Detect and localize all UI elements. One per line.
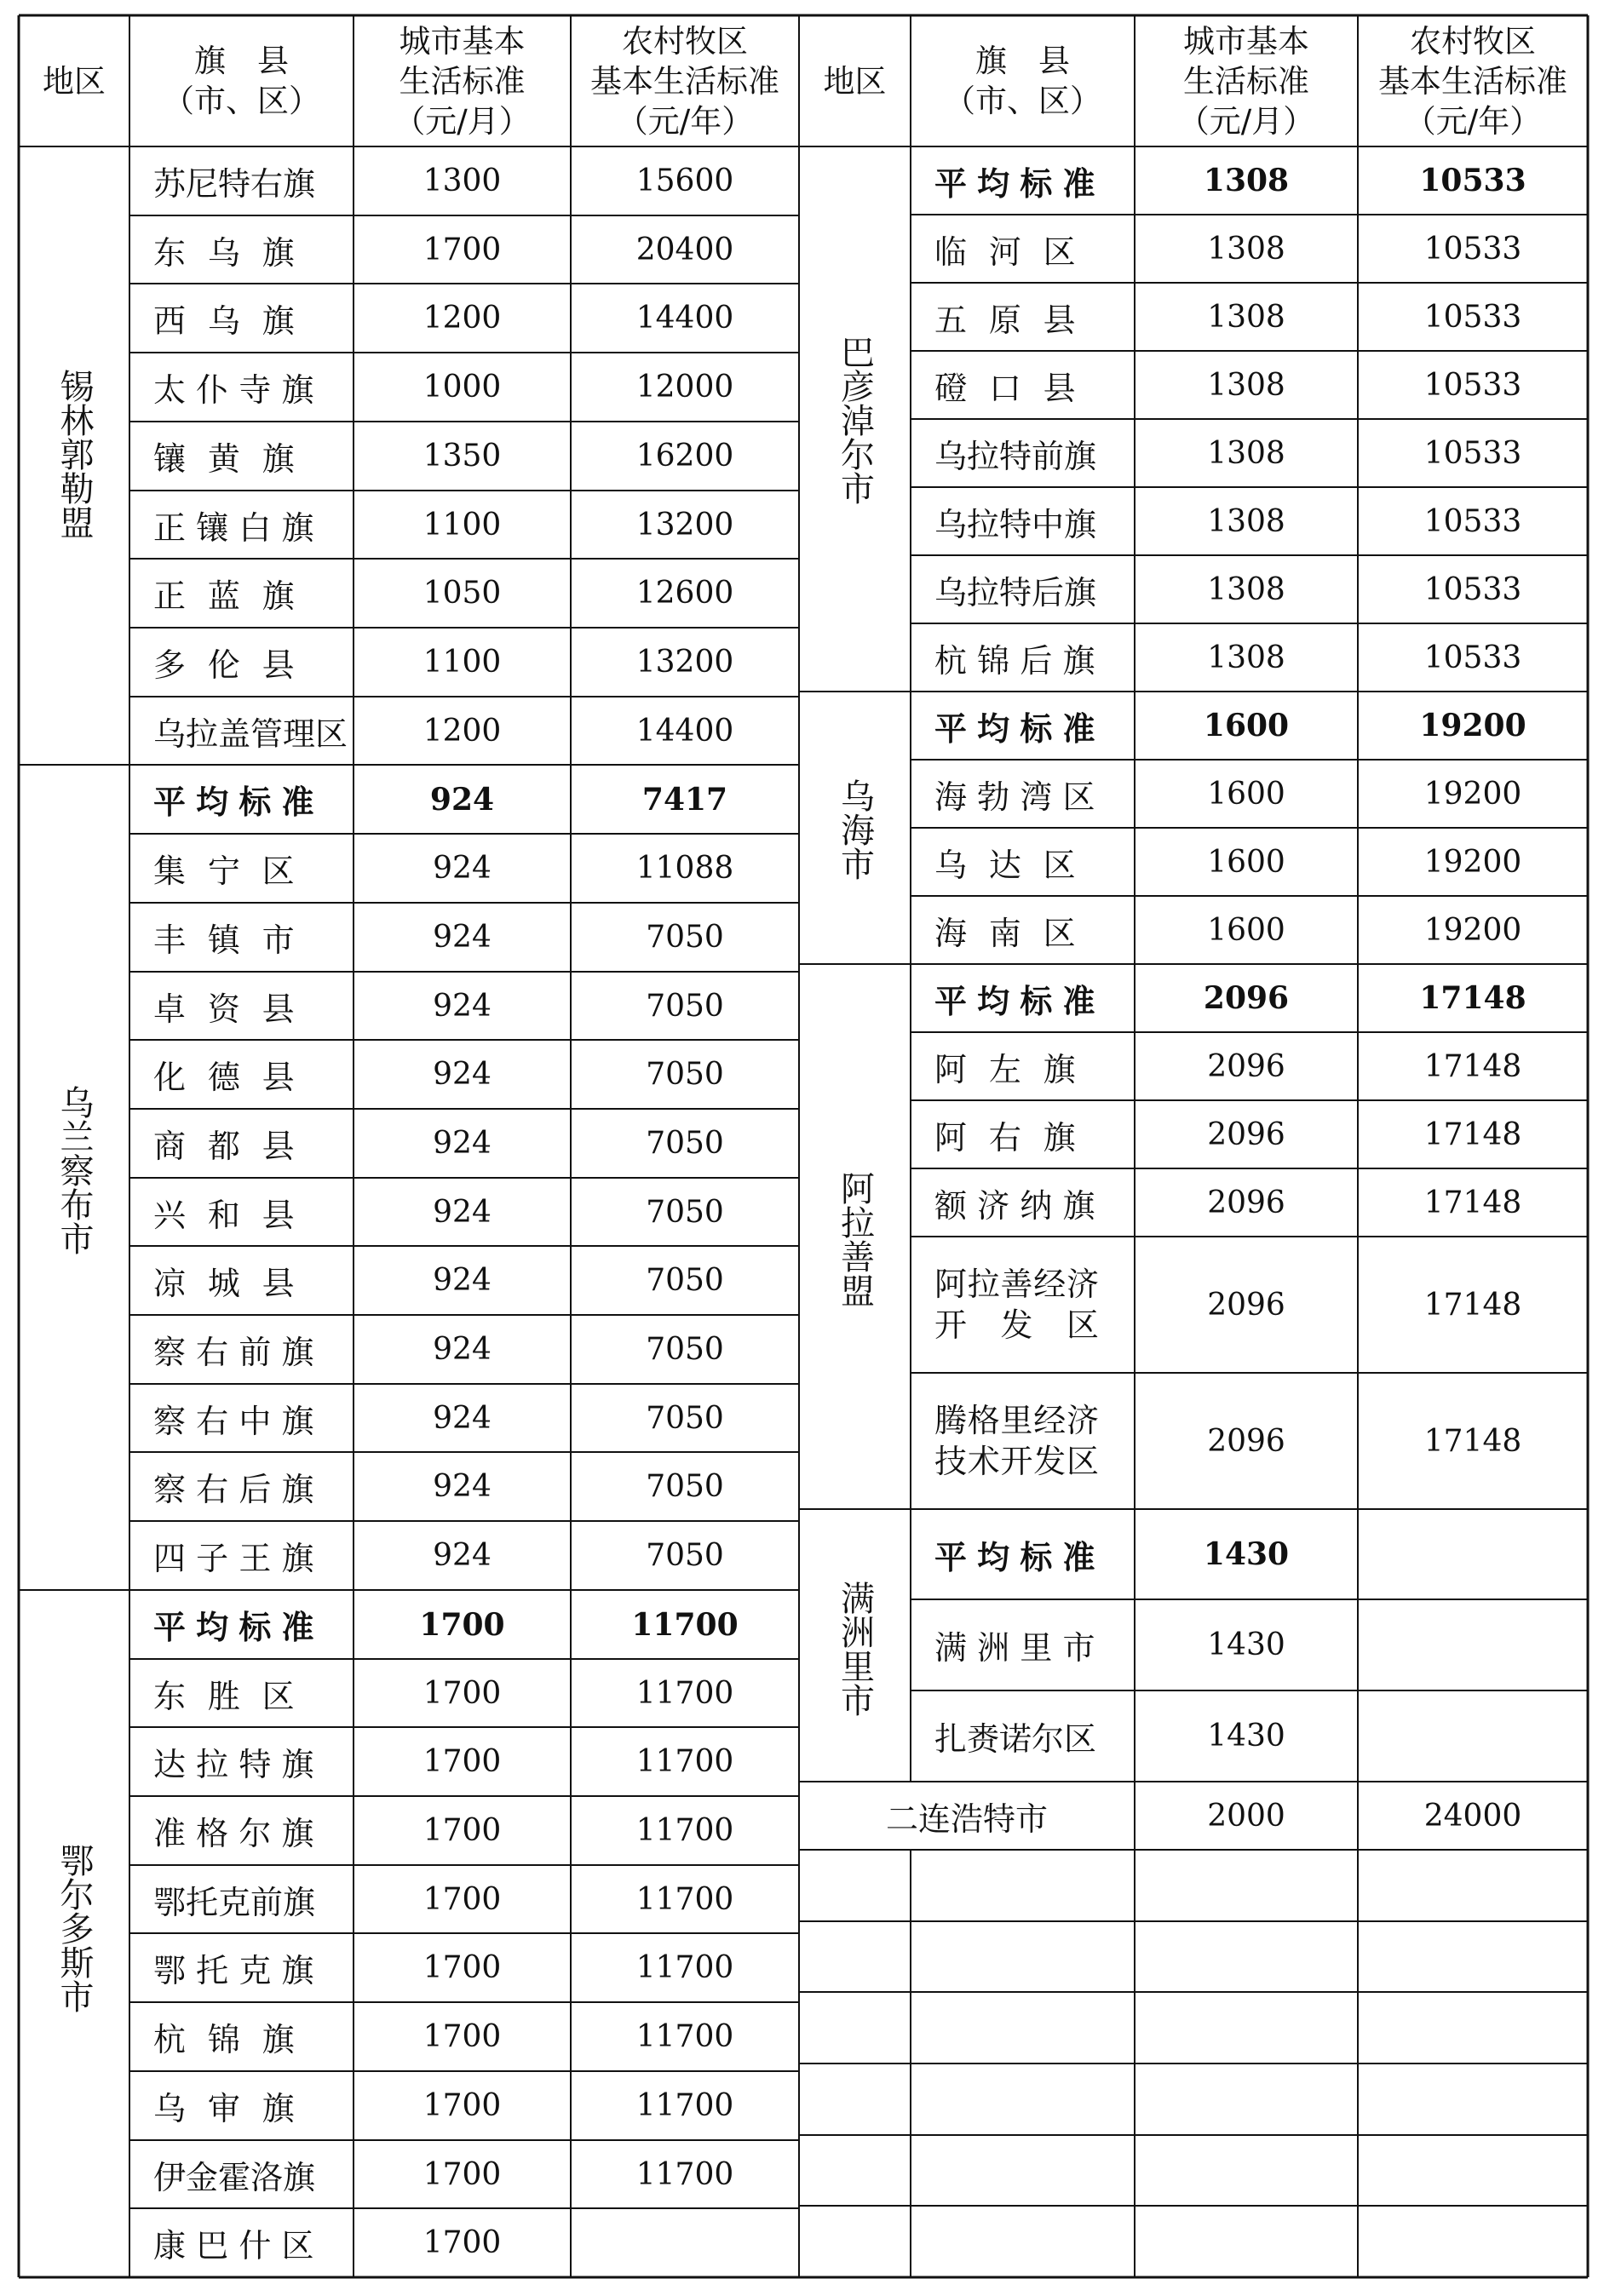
- county-name-cell: 乌拉盖管理区: [153, 715, 348, 753]
- urban-standard-cell: 2096: [1207, 1287, 1285, 1323]
- urban-standard-cell: 1700: [423, 2019, 502, 2054]
- rural-standard-cell: 10533: [1423, 571, 1522, 607]
- header-region-left: 地区: [43, 62, 106, 100]
- county-name-cell: 镶黄旗: [153, 440, 317, 478]
- rural-standard-cell: 7050: [646, 1263, 724, 1298]
- county-name-cell: 平均标准: [153, 784, 325, 821]
- urban-standard-cell: 1200: [423, 301, 502, 336]
- county-name-cell: 卓资县: [153, 990, 317, 1028]
- urban-standard-cell: 1700: [423, 1675, 502, 1711]
- county-name-cell: 磴口县: [934, 369, 1098, 407]
- county-name-cell: 平均标准: [934, 1538, 1106, 1576]
- rural-standard-cell: 13200: [635, 645, 734, 680]
- urban-standard-cell: 2096: [1207, 1423, 1285, 1459]
- urban-standard-cell: 1700: [423, 232, 502, 267]
- county-name-cell: 乌达区: [934, 846, 1098, 884]
- county-name-cell: 阿右旗: [934, 1118, 1098, 1157]
- rural-standard-cell: 7050: [646, 920, 724, 955]
- county-name-cell: 五原县: [934, 301, 1098, 339]
- county-name-cell: 康巴什区: [153, 2227, 325, 2264]
- rural-standard-cell: 7050: [646, 1332, 724, 1367]
- urban-standard-cell: 924: [433, 1538, 492, 1573]
- county-name-cell: 察右前旗: [153, 1334, 325, 1371]
- county-name-cell: 平均标准: [934, 164, 1106, 203]
- rural-standard-cell: 7417: [641, 781, 728, 818]
- rural-standard-cell: 7050: [646, 1194, 724, 1230]
- urban-standard-cell: 2096: [1207, 1185, 1285, 1220]
- county-name-cell: 乌拉特中旗: [934, 505, 1097, 543]
- region-label-ordos: 鄂尔多斯市: [55, 1843, 94, 2013]
- county-name-cell: 东胜区: [153, 1677, 317, 1715]
- urban-standard-cell: 1100: [423, 507, 502, 542]
- header-urban-left: 城市基本 生活标准 （元/月）: [394, 22, 531, 140]
- county-name-cell: 平均标准: [934, 709, 1106, 748]
- rural-standard-cell: 17148: [1423, 1185, 1522, 1220]
- rural-standard-cell: 13200: [635, 507, 734, 542]
- urban-standard-cell: 924: [433, 851, 492, 886]
- urban-standard-cell: 1430: [1207, 1719, 1285, 1754]
- region-label-xilingol: 锡林郭勒盟: [55, 369, 94, 539]
- urban-standard-cell: 924: [433, 1263, 492, 1298]
- urban-standard-cell: 924: [433, 1057, 492, 1092]
- county-name-cell: 察右后旗: [153, 1471, 325, 1508]
- rural-standard-cell: [1358, 1509, 1588, 1599]
- rural-standard-cell: 16200: [635, 439, 734, 474]
- rural-standard-cell: 11700: [635, 1675, 734, 1711]
- rural-standard-cell: 17148: [1419, 980, 1526, 1016]
- rural-standard-cell: 11700: [635, 1881, 734, 1917]
- rural-standard-cell: 7050: [646, 1538, 724, 1573]
- urban-standard-cell: 1308: [1203, 163, 1290, 198]
- rural-standard-cell: 17148: [1423, 1287, 1522, 1323]
- rural-standard-cell: 11700: [635, 1950, 734, 1985]
- region-label-manzhouli: 满洲里市: [835, 1581, 875, 1717]
- county-name-cell: 杭锦后旗: [934, 641, 1106, 680]
- rural-standard-cell: 10533: [1423, 640, 1522, 675]
- rural-standard-cell: 12000: [635, 370, 734, 405]
- rural-standard-cell: 10533: [1423, 503, 1522, 539]
- urban-standard-cell: 1308: [1207, 299, 1285, 335]
- rural-standard-cell: 11700: [631, 1606, 739, 1643]
- county-name-cell: 集宁区: [153, 852, 317, 890]
- urban-standard-cell: 1308: [1207, 231, 1285, 267]
- header-region-right: 地区: [823, 62, 887, 100]
- rural-standard-cell: 7050: [646, 1469, 724, 1504]
- urban-standard-cell: 1308: [1207, 571, 1285, 607]
- rural-standard-cell: 7050: [646, 988, 724, 1024]
- urban-standard-cell: 1430: [1207, 1627, 1285, 1662]
- rural-standard-cell: 17148: [1423, 1423, 1522, 1459]
- rural-standard-cell: 10533: [1423, 367, 1522, 403]
- rural-standard-cell: 10533: [1423, 299, 1522, 335]
- county-name-cell: 准格尔旗: [153, 1815, 325, 1852]
- urban-standard-cell: 1700: [423, 2225, 502, 2260]
- rural-standard-cell: 19200: [1423, 844, 1522, 880]
- county-name-cell: 海勃湾区: [934, 778, 1106, 816]
- urban-standard-cell: 1700: [423, 2156, 502, 2192]
- county-name-cell: 兴和县: [153, 1196, 317, 1234]
- region-label-ulanqab: 乌兰察布市: [55, 1085, 94, 1255]
- county-name-cell: 苏尼特右旗: [153, 165, 316, 203]
- rural-standard-cell: 20400: [635, 232, 734, 267]
- urban-standard-cell: 2000: [1207, 1798, 1285, 1834]
- header-rural-left: 农村牧区 基本生活标准 （元/年）: [590, 22, 779, 140]
- urban-standard-cell: 1100: [423, 645, 502, 680]
- urban-standard-cell: 924: [433, 1332, 492, 1367]
- rural-standard-cell: 11700: [635, 2019, 734, 2054]
- county-name-cell: 东乌旗: [153, 233, 317, 272]
- county-name-cell: 平均标准: [934, 982, 1106, 1020]
- county-name-cell: 临河区: [934, 232, 1098, 271]
- urban-standard-cell: 1600: [1207, 912, 1285, 948]
- rural-standard-cell: 17148: [1423, 1116, 1522, 1152]
- urban-standard-cell: 1300: [423, 164, 502, 198]
- header-county-right: 旗 县 （市、区）: [944, 43, 1101, 119]
- region-label-wuhai: 乌海市: [835, 778, 875, 881]
- county-name-cell: 平均标准: [153, 1609, 325, 1646]
- urban-standard-cell: 924: [433, 920, 492, 955]
- rural-standard-cell: 11700: [635, 1813, 734, 1848]
- county-name-cell: 四子王旗: [153, 1540, 325, 1577]
- urban-standard-cell: 1308: [1207, 435, 1285, 471]
- rural-standard-cell: 11700: [635, 1744, 734, 1779]
- county-name-cell: 凉城县: [153, 1265, 317, 1302]
- urban-standard-cell: 1050: [423, 576, 502, 611]
- county-name-cell: 乌拉特后旗: [934, 573, 1097, 611]
- county-name-cell: 西乌旗: [153, 302, 317, 340]
- urban-standard-cell: 1308: [1207, 367, 1285, 403]
- rural-standard-cell: 24000: [1423, 1798, 1522, 1834]
- urban-standard-cell: 1000: [423, 370, 502, 405]
- merged-city-name-cell: 二连浩特市: [885, 1799, 1048, 1838]
- county-name-cell: 正镶白旗: [153, 508, 325, 547]
- rural-standard-cell: 12600: [635, 576, 734, 611]
- urban-standard-cell: 1600: [1207, 776, 1285, 812]
- urban-standard-cell: 1700: [423, 1813, 502, 1848]
- rural-standard-cell: 11700: [635, 2088, 734, 2123]
- rural-standard-cell: 19200: [1423, 912, 1522, 948]
- county-name-cell: 额济纳旗: [934, 1186, 1106, 1225]
- rural-standard-cell: 19200: [1419, 708, 1526, 743]
- urban-standard-cell: 1600: [1207, 844, 1285, 880]
- rural-standard-cell: 7050: [646, 1126, 724, 1161]
- rural-standard-cell: [1358, 1599, 1588, 1690]
- rural-standard-cell: 10533: [1423, 231, 1522, 267]
- county-name-cell: 化德县: [153, 1059, 317, 1096]
- county-name-cell: 伊金霍洛旗: [153, 2158, 316, 2196]
- county-name-cell: 阿拉善经济 开 发 区: [934, 1266, 1100, 1344]
- county-name-cell: 阿左旗: [934, 1050, 1098, 1088]
- urban-standard-cell: 924: [433, 1469, 492, 1504]
- county-name-cell: 扎赉诺尔区: [934, 1720, 1097, 1758]
- urban-standard-cell: 1700: [419, 1606, 505, 1643]
- county-name-cell: 鄂托克旗: [153, 1952, 325, 1989]
- rural-standard-cell: 7050: [646, 1400, 724, 1436]
- urban-standard-cell: 1200: [423, 713, 502, 749]
- urban-standard-cell: 1600: [1203, 708, 1290, 743]
- county-name-cell: 海南区: [934, 914, 1098, 952]
- county-name-cell: 达拉特旗: [153, 1746, 325, 1783]
- urban-standard-cell: 2096: [1207, 1116, 1285, 1152]
- county-name-cell: 满洲里市: [934, 1629, 1106, 1667]
- rural-standard-cell: 11088: [635, 851, 734, 886]
- urban-standard-cell: 2096: [1203, 980, 1290, 1016]
- header-county-left: 旗 县 （市、区）: [163, 43, 320, 119]
- county-name-cell: 正蓝旗: [153, 577, 317, 615]
- rural-standard-cell: 17148: [1423, 1048, 1522, 1084]
- region-label-bayannur: 巴彦淖尔市: [835, 335, 875, 505]
- rural-standard-cell: 10533: [1423, 435, 1522, 471]
- county-name-cell: 多伦县: [153, 646, 317, 684]
- county-name-cell: 腾格里经济 技术开发区: [934, 1402, 1100, 1480]
- county-name-cell: 太仆寺旗: [153, 371, 325, 409]
- urban-standard-cell: 1700: [423, 2088, 502, 2123]
- urban-standard-cell: 1430: [1203, 1536, 1290, 1572]
- county-name-cell: 商都县: [153, 1128, 317, 1165]
- county-name-cell: 丰镇市: [153, 921, 317, 959]
- rural-standard-cell: 19200: [1423, 776, 1522, 812]
- county-name-cell: 乌审旗: [153, 2090, 317, 2127]
- rural-standard-cell: 7050: [646, 1057, 724, 1092]
- urban-standard-cell: 924: [433, 1400, 492, 1436]
- urban-standard-cell: 2096: [1207, 1048, 1285, 1084]
- rural-standard-cell: [571, 2208, 799, 2277]
- county-name-cell: 察右中旗: [153, 1402, 325, 1440]
- county-name-cell: 鄂托克前旗: [153, 1883, 316, 1921]
- county-name-cell: 乌拉特前旗: [934, 437, 1097, 475]
- rural-standard-cell: 10533: [1419, 163, 1526, 198]
- rural-standard-cell: 11700: [635, 2156, 734, 2192]
- rural-standard-cell: 14400: [635, 301, 734, 336]
- urban-standard-cell: 924: [433, 1194, 492, 1230]
- urban-standard-cell: 1308: [1207, 503, 1285, 539]
- urban-standard-cell: 924: [433, 988, 492, 1024]
- county-name-cell: 杭锦旗: [153, 2021, 317, 2058]
- urban-standard-cell: 1308: [1207, 640, 1285, 675]
- region-label-alxa: 阿拉善盟: [835, 1171, 875, 1307]
- urban-standard-cell: 1350: [423, 439, 502, 474]
- rural-standard-cell: 14400: [635, 713, 734, 749]
- urban-standard-cell: 924: [429, 781, 495, 818]
- urban-standard-cell: 1700: [423, 1881, 502, 1917]
- header-rural-right: 农村牧区 基本生活标准 （元/年）: [1378, 22, 1567, 140]
- rural-standard-cell: [1358, 1690, 1588, 1782]
- urban-standard-cell: 924: [433, 1126, 492, 1161]
- header-urban-right: 城市基本 生活标准 （元/月）: [1177, 22, 1315, 140]
- urban-standard-cell: 1700: [423, 1950, 502, 1985]
- rural-standard-cell: 15600: [635, 164, 734, 198]
- urban-standard-cell: 1700: [423, 1744, 502, 1779]
